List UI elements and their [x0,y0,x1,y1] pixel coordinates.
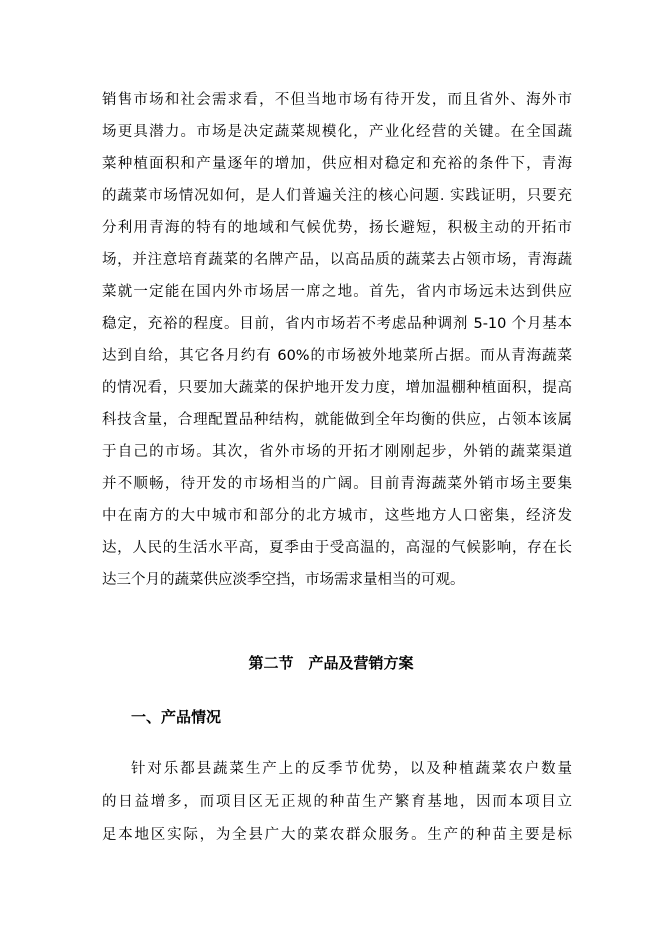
paragraph-line: 于自己的市场。其次，省外市场的开拓才刚刚起步，外销的蔬菜渠道 [102,444,572,460]
paragraph-line: 销售市场和社会需求看，不但当地市场有待开发，而且省外、海外市 [102,92,572,108]
paragraph-line: 足本地区实际，为全县广大的菜农群众服务。生产的种苗主要是标 [102,827,572,843]
paragraph-line: 中在南方的大中城市和部分的北方城市，这些地方人口密集，经济发 [102,508,572,524]
paragraph-line: 达到自给，其它各月约有 60%的市场被外地菜所占据。而从青海蔬菜 [102,348,572,364]
paragraph-line: 菜种植面积和产量逐年的增加，供应相对稳定和充裕的条件下，青海 [102,156,572,172]
paragraph-line: 达，人民的生活水平高，夏季由于受高温的，高湿的气候影响，存在长 [102,540,572,556]
paragraph-line: 针对乐都县蔬菜生产上的反季节优势，以及种植蔬菜农户数量 [131,761,572,777]
paragraph-line: 场，并注意培育蔬菜的名牌产品，以高品质的蔬菜去占领市场，青海蔬 [102,252,572,268]
paragraph-line: 菜就一定能在国内外市场居一席之地。首先，省内市场远未达到供应 [102,284,572,300]
paragraph-line: 科技含量，合理配置品种结构，就能做到全年均衡的供应，占领本该属 [102,412,572,428]
paragraph-line: 分利用青海的特有的地域和气候优势，扬长避短，积极主动的开拓市 [102,220,572,236]
paragraph-line: 的蔬菜市场情况如何，是人们普遍关注的核心问题. 实践证明，只要充 [102,188,572,204]
paragraph-line: 的日益增多，而项目区无正规的种苗生产繁育基地，因而本项目立 [102,794,572,810]
section-title: 第二节 产品及营销方案 [248,654,414,672]
subsection-title: 一、产品情况 [131,708,222,726]
paragraph-line: 稳定，充裕的程度。目前，省内市场若不考虑品种调剂 5-10 个月基本 [102,316,572,332]
paragraph-line: 的情况看，只要加大蔬菜的保护地开发力度，增加温棚种植面积，提高 [102,380,572,396]
paragraph-line-last: 达三个月的蔬菜供应淡季空挡，市场需求量相当的可观。 [102,572,465,588]
paragraph-line: 场更具潜力。市场是决定蔬菜规模化，产业化经营的关键。在全国蔬 [102,124,572,140]
paragraph-line: 并不顺畅，待开发的市场相当的广阔。目前青海蔬菜外销市场主要集 [102,476,572,492]
